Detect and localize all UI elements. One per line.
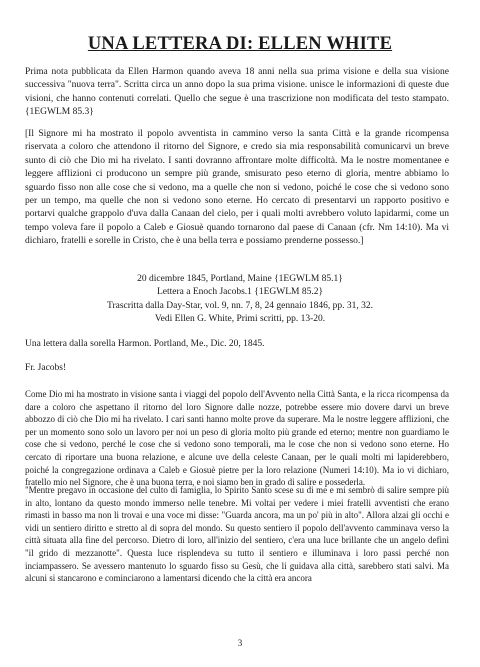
page-number: 3 [237,638,243,648]
reference-line: Trascritta dalla Day-Star, vol. 9, nn. 7, 8, 24 gennaio 1846, pp. 31, 32. [106,300,374,311]
letter-body: Come Dio mi ha mostrato in visione santa i viaggi del popolo dell'Avvento nella Città Santa, e la ricca ricompensa da dare a coloro che aspettano il ritorno del loro Signore dalle nozze, potrebbe essere mio dovere darvi un breve abbozzo di ciò che Dio mi ha rivelato. I cari santi hanno molte prove da superare. Ma le nostre leggere afflizioni, che per un momento sono solo un lavoro per noi un peso di gloria molto più grande ed eterno; mentre non guardiamo le cose che si vedono, perché le cose che si vedono sono temporali, ma le cose che non si vedono sono eterne. Ho cercato di riportare una buona relazione, e alcune uve della celeste Canaan, per le quali molti mi lapiderebbero, poiché la congregazione ordinava a Caleb e Giosuè pietre per la loro relazione (Numeri 14:10). Ma io vi dichiaro, fratello mio nel Signore, che è una buona terra, e noi siamo ben in grado di salire e possederla. [25,389,449,488]
letter-heading: Una lettera dalla sorella Harmon. Portland, Me., Dic. 20, 1845. [25,339,265,349]
salutation: Fr. Jacobs! [25,363,67,373]
reference-line: Lettera a Enoch Jacobs.1 {1EGWLM 85.2} [156,287,324,298]
reference-block [0,273,480,327]
page-title: UNA LETTERA DI: ELLEN WHITE [87,34,393,54]
reference-line: 20 dicembre 1845, Portland, Maine {1EGWLM 85.1} [137,274,343,284]
reference-line: Vedi Ellen G. White, Primi scritti, pp. 13-20. [154,314,326,325]
vision-paragraph: "Mentre pregavo in occasione del culto di famiglia, lo Spirito Santo scese su di me e mi sembrò di salire sempre più in alto, lontano da questo mondo immerso nelle tenebre. Mi voltai per vedere i miei fratelli avventisti che erano rimasti in basso ma non li trovai e una voce mi disse: "Guarda ancora, ma un po' più in alto". Allora alzai gli occhi e vidi un sentiero diritto e stretto al di sopra del mondo. Su questo sentiero il popolo dell'avvento camminava verso la città situata alla fine del percorso. Dietro di loro, all'inizio del sentiero, c'era una luce brillante che un angelo definì "il grido di mezzanotte". Questa luce risplendeva su tutto il sentiero e illuminava i loro passi perché non inciampassero. Se avessero mantenuto lo sguardo fisso su Gesù, che li guidava alla città, sarebbero stati salvi. Ma alcuni si stancarono e cominciarono a lamentarsi dicendo che la città era ancora [25,485,449,584]
intro-paragraph: Prima nota pubblicata da Ellen Harmon quando aveva 18 anni nella sua prima visione e della sua visione successiva "nuova terra". Scritta circa un anno dopo la sua prima visione. unisce le informazioni di queste due visioni, che hanno contenuti correlati. Quello che segue è una trascrizione non modificata del testo stampato. {1EGWLM 85.3} [25,67,449,118]
quote-paragraph: [Il Signore mi ha mostrato il popolo avventista in cammino verso la santa Città e la grande ricompensa riservata a coloro che attendono il ritorno del Signore, e credo sia mia responsabilità comunicarvi un breve sunto di ciò che Dio mi ha rivelato. I santi dovranno affrontare molte difficoltà. Ma le nostre momentanee e leggere afflizioni ci producono un sempre più grande, smisurato peso eterno di gloria, mentre abbiamo lo sguardo fisso non alle cose che si vedono, ma a quelle che non si vedono, poiché le cose che si vedono sono per un tempo, ma quelle che non si vedono sono eterne. Ho cercato di presentarvi un rapporto positivo e portarvi qualche grappolo d'uva dalla Canaan del cielo, per i quali molti avrebbero voluto lapidarmi, come un tempo voleva fare il popolo a Caleb e Giosuè quando tornarono dal paese di Canaan (cfr. Nm 14:10). Ma vi dichiaro, fratelli e sorelle in Cristo, che è una bella terra e possiamo prenderne possesso.] [25,129,449,247]
